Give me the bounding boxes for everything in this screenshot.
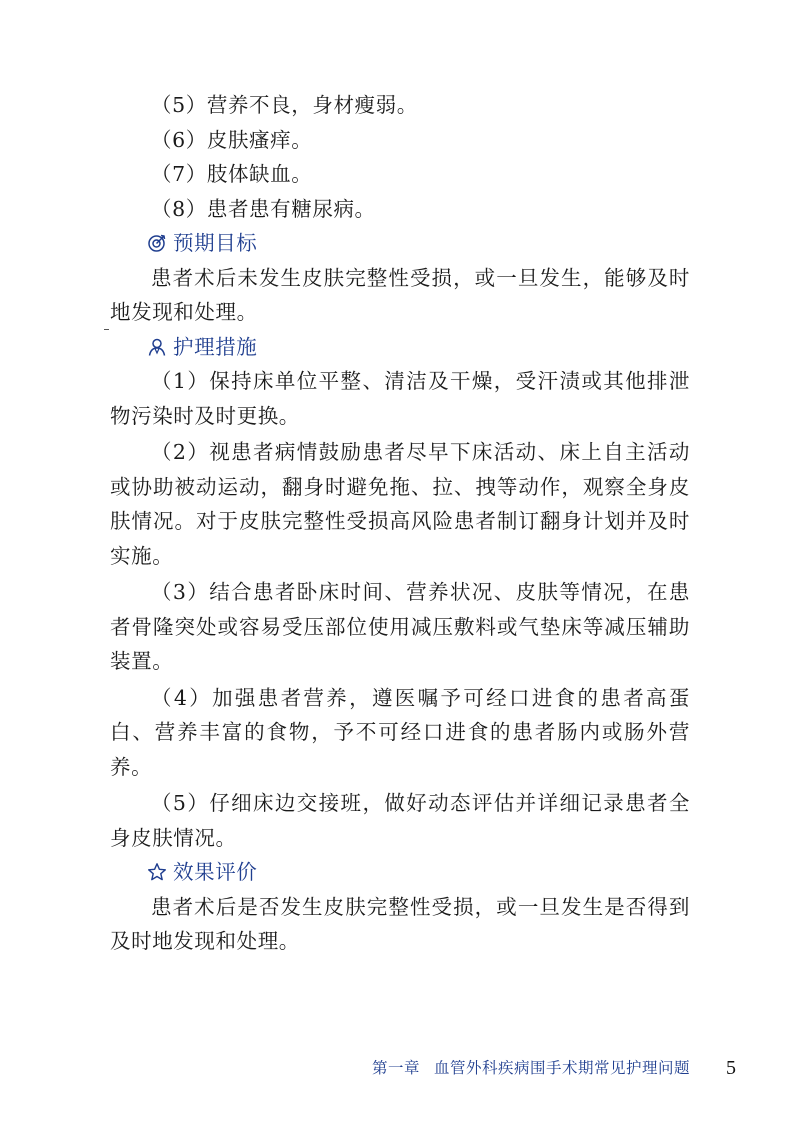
page-number: 5	[726, 1057, 736, 1079]
star-icon	[147, 862, 167, 882]
list-item: （5）仔细床边交接班，做好动态评估并详细记录患者全身皮肤情况。	[110, 791, 690, 850]
evaluation-text: 患者术后是否发生皮肤完整性受损，或一旦发生是否得到及时地发现和处理。	[110, 894, 690, 953]
goal-text: 患者术后未发生皮肤完整性受损，或一旦发生，能够及时地发现和处理。	[110, 265, 690, 324]
list-item: （8）患者患有糖尿病。	[151, 196, 376, 221]
section-title: 护理措施	[173, 334, 258, 359]
section-heading-goal	[110, 226, 690, 261]
chapter-label: 第一章	[371, 1059, 420, 1077]
list-item: （6）皮肤瘙痒。	[151, 127, 313, 152]
list-item: （5）营养不良，身材瘦弱。	[151, 93, 418, 117]
list-item: （1）保持床单位平整、清洁及干燥，受汗渍或其他排泄物污染时及时更换。	[110, 369, 690, 428]
page-body	[110, 88, 690, 959]
page-footer	[0, 1054, 800, 1084]
running-footer	[372, 1054, 690, 1082]
list-item: （2）视患者病情鼓励患者尽早下床活动、床上自主活动或协助被动运动，翻身时避免拖、拉、拽等动作，观察全身皮肤情况。对于皮肤完整性受损高风险患者制订翻身计划并及时实施。	[110, 440, 690, 568]
section-heading-measures	[110, 330, 690, 365]
section-title: 预期目标	[173, 231, 258, 255]
list-item: （3）结合患者卧床时间、营养状况、皮肤等情况，在患者骨隆突处或容易受压部位使用减压敷料或气垫床等减压辅助装置。	[110, 580, 690, 673]
person-icon	[147, 337, 167, 357]
list-item: （7）肢体缺血。	[151, 162, 313, 186]
target-icon	[147, 233, 167, 253]
margin-mark	[104, 329, 109, 330]
section-heading-evaluation	[110, 855, 690, 890]
list-item: （4）加强患者营养，遵医嘱予可经口进食的患者高蛋白、营养丰富的食物，予不可经口进食的患者肠内或肠外营养。	[110, 685, 690, 779]
chapter-title: 血管外科疾病围手术期常见护理问题	[433, 1059, 690, 1077]
section-title: 效果评价	[173, 860, 258, 884]
